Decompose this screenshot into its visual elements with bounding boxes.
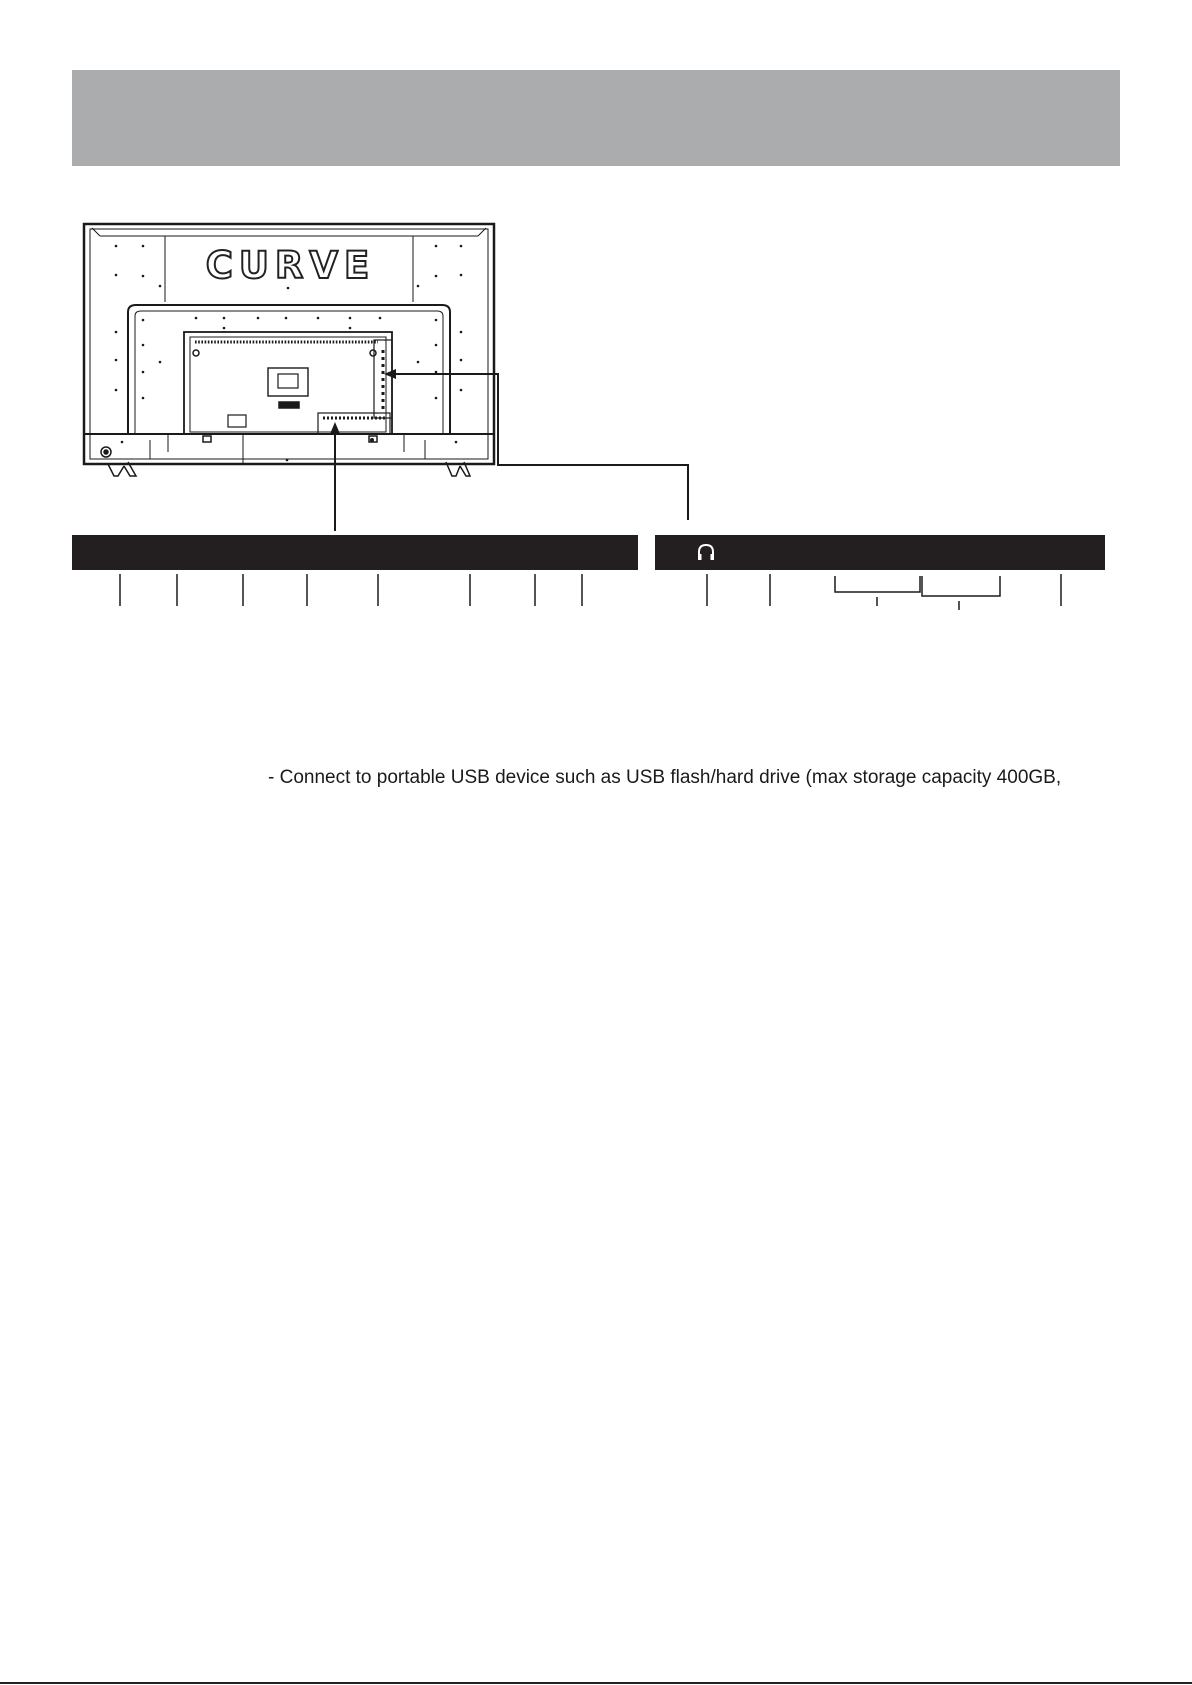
headphone-icon: [695, 541, 717, 563]
footer-rule: [0, 1682, 1192, 1684]
usb-connection-note: - Connect to portable USB device such as USB flash/hard drive (max storage capacity 400GB,: [268, 767, 1062, 788]
bottom-port-bar: [72, 535, 638, 570]
tv-bottom-connector-panel: [318, 413, 390, 434]
side-port-bar: [655, 535, 1105, 570]
side-panel-leader: [392, 374, 688, 520]
tv-wall-mount: [268, 368, 308, 396]
tv-inner-frame: [128, 305, 450, 434]
tv-brand-logo: CURVE: [205, 244, 376, 287]
